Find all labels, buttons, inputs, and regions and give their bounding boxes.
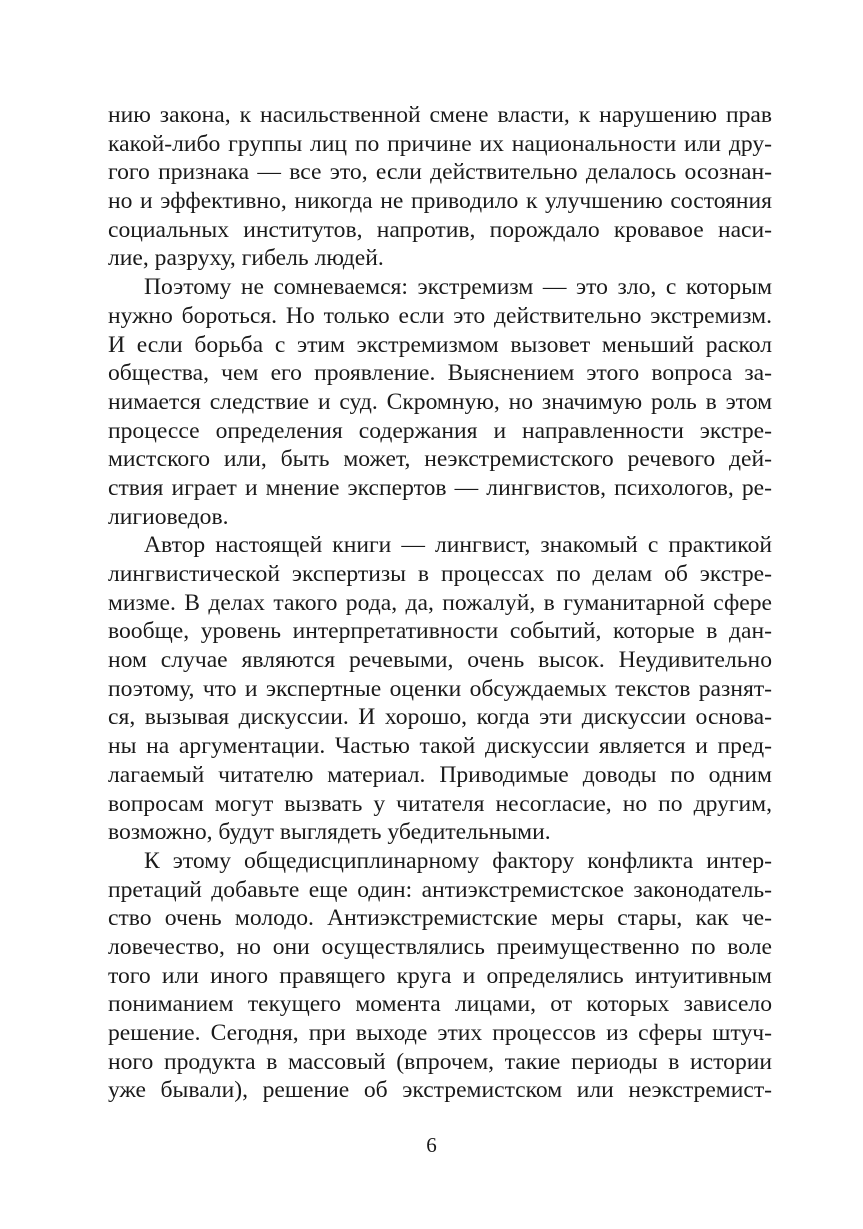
text-line: социальных институтов, напротив, порождало кровавое наси- [108,216,772,243]
text-line: ство очень молодо. Антиэкстремистские меры стары, как че- [108,905,772,932]
text-line: лагаемый читателю материал. Приводимые доводы по одним [108,761,772,788]
text-line: ловечество, но они осуществлялись преимущественно по воле [108,933,772,960]
text-line: претаций добавьте еще один: антиэкстремистское законодатель- [108,876,772,903]
text-line: вообще, уровень интерпретативности событий, которые в дан- [108,618,772,645]
text-line: ствия играет и мнение экспертов — лингвистов, психологов, ре- [108,474,772,501]
text-line: И если борьба с этим экстремизмом вызовет меньший раскол [108,331,772,358]
text-line: Поэтому не сомневаемся: экстремизм — это зло, с которым [144,274,772,301]
text-line: ны на аргументации. Частью такой дискуссии является и пред- [108,733,772,760]
text-line: нию закона, к насильственной смене власти, к нарушению прав [108,102,772,128]
paragraph [108,847,772,1105]
text-line: К этому общедисциплинарному фактору конфликта интер- [144,847,772,874]
text-line: ного продукта в массовый (впрочем, такие периоды в истории [108,1048,772,1075]
text-line: мистского или, быть может, неэкстремистского речевого дей- [108,446,772,473]
text-line: гого признака — все это, если действительно делалось осознан- [108,159,772,186]
text-line: поэтому, что и экспертные оценки обсуждаемых текстов разнят- [108,675,772,702]
text-line: лие, разруху, гибель людей. [108,245,384,272]
text-line: того или иного правящего круга и определялись интуитивным [108,962,772,989]
text-line: ном случае являются речевыми, очень высок. Неудивительно [108,647,772,674]
text-line: возможно, будут выглядеть убедительными. [108,819,551,846]
paragraph [108,273,772,531]
text-line: уже бывали), решение об экстремистском или неэкстремист- [108,1077,772,1104]
text-line: решение. Сегодня, при выходе этих процессов из сферы штуч- [108,1020,772,1046]
text-line: вопросам могут вызвать у читателя несогласие, но по другим, [108,790,772,817]
text-line: Автор настоящей книги — лингвист, знакомый с практикой [144,532,772,559]
text-line: процессе определения содержания и направленности экстре- [108,417,772,444]
text-line: какой-либо группы лиц по причине их национальности или дру- [108,130,772,157]
text-line: нимается следствие и суд. Скромную, но значимую роль в этом [108,388,772,415]
text-line: пониманием текущего момента лицами, от которых зависело [108,991,772,1018]
text-line: ся, вызывая дискуссии. И хорошо, когда эти дискуссии основа- [108,704,772,731]
text-line: лигиоведов. [108,503,229,530]
text-line: но и эффективно, никогда не приводило к улучшению состояния [108,188,772,215]
paragraph [108,101,772,273]
text-line: нужно бороться. Но только если это действительно экстремизм. [108,302,772,329]
text-line: лингвистической экспертизы в процессах по делам об экстре- [108,561,772,587]
text-line: мизме. В делах такого рода, да, пожалуй, в гуманитарной сфере [108,589,772,616]
page-number: 6 [426,1133,437,1157]
text-line: общества, чем его проявление. Выяснением этого вопроса за- [108,360,772,387]
paragraph [108,531,772,847]
page-body [108,101,772,1105]
